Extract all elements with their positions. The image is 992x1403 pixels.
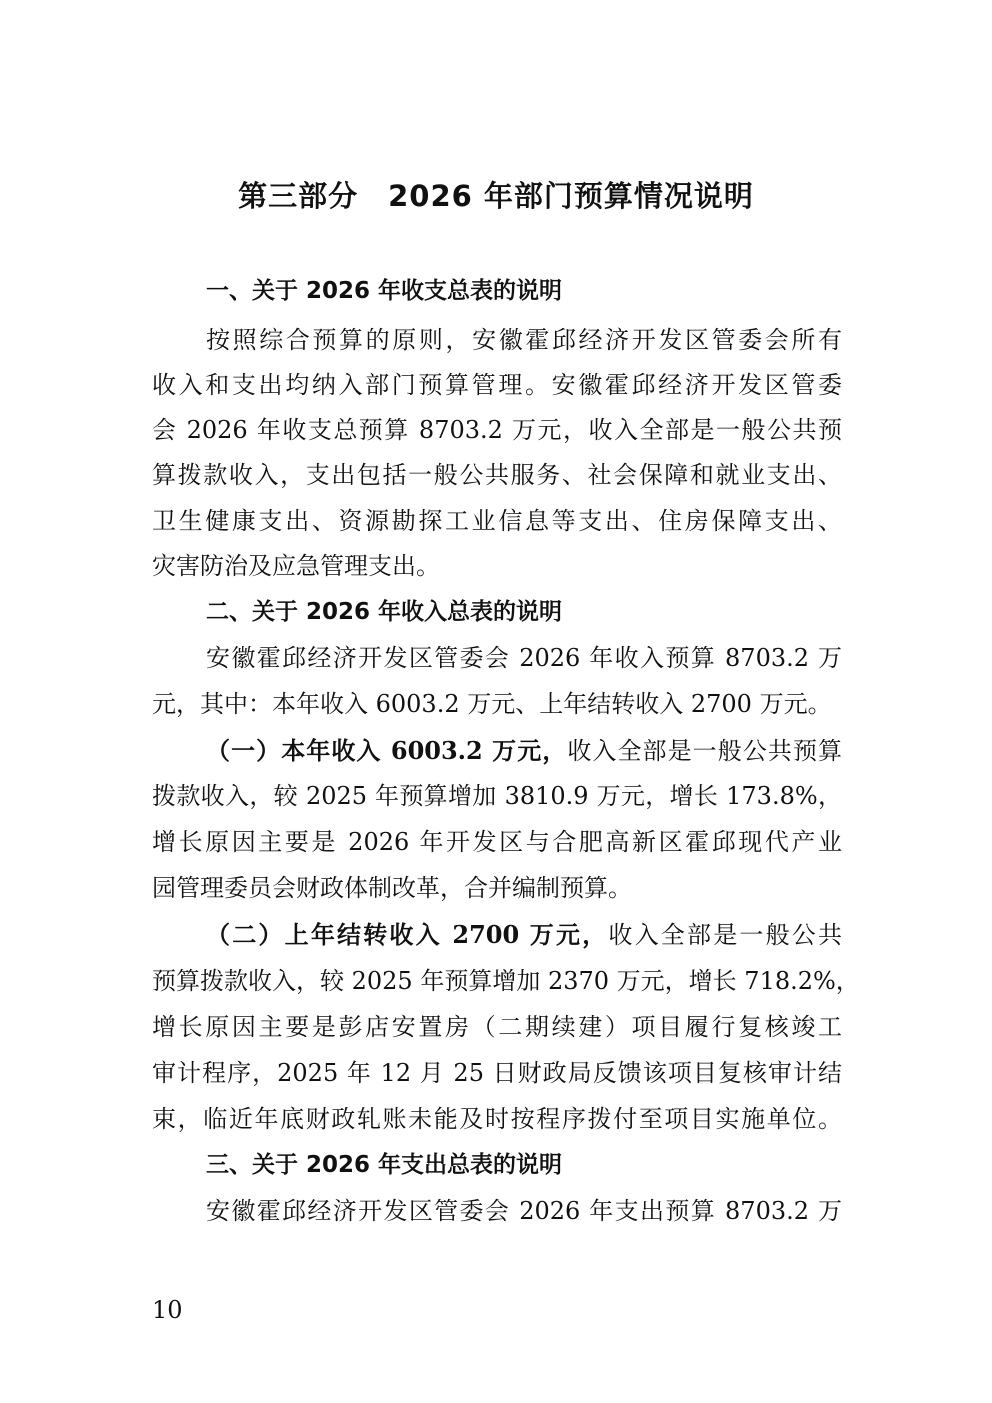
paragraph-line: 灾害防治及应急管理支出。 [152, 552, 440, 580]
paragraph-line: 拨款收入，较 2025 年预算增加 3810.9 万元，增长 173.8%， [152, 782, 842, 810]
section-heading-3: 三、关于 2026 年支出总表的说明 [206, 1152, 563, 1178]
paragraph-line: 预算拨款收入，较 2025 年预算增加 2370 万元，增长 718.2%， [152, 967, 860, 995]
paragraph-line: 增长原因主要是彭店安置房（二期续建）项目履行复核竣工 [152, 1013, 842, 1041]
page-number: 10 [152, 1296, 183, 1324]
paragraph-line: 安徽霍邱经济开发区管委会 2026 年收入预算 8703.2 万 [206, 644, 842, 672]
paragraph-line: 会 2026 年收支总预算 8703.2 万元，收入全部是一般公共预 [152, 416, 842, 444]
paragraph-line: 算拨款收入，支出包括一般公共服务、社会保障和就业支出、 [152, 461, 842, 489]
paragraph-line: 元，其中：本年收入 6003.2 万元、上年结转收入 2700 万元。 [152, 690, 832, 718]
section-heading-1: 一、关于 2026 年收支总表的说明 [206, 278, 563, 304]
paragraph-line: 卫生健康支出、资源勘探工业信息等支出、住房保障支出、 [152, 507, 842, 535]
paragraph-line: 园管理委员会财政体制改革，合并编制预算。 [152, 874, 632, 902]
paragraph-line: 收入和支出均纳入部门预算管理。安徽霍邱经济开发区管委 [152, 371, 842, 399]
paragraph-line: 审计程序，2025 年 12 月 25 日财政局反馈该项目复核审计结 [152, 1059, 842, 1087]
paragraph-line: 按照综合预算的原则，安徽霍邱经济开发区管委会所有 [206, 326, 842, 354]
section-heading-2: 二、关于 2026 年收入总表的说明 [206, 599, 563, 625]
paragraph-line: 束，临近年底财政轧账未能及时按程序拨付至项目实施单位。 [152, 1105, 842, 1133]
subsection-heading-2: （二）上年结转收入 2700 万元， [206, 920, 609, 949]
page-title: 第三部分 2026 年部门预算情况说明 [238, 179, 754, 213]
subsection-line-2 [206, 920, 842, 950]
subsection-heading-1: （一）本年收入 6003.2 万元， [206, 736, 568, 765]
subsection-text: 收入全部是一般公共预算 [567, 737, 843, 765]
subsection-line-1 [206, 736, 842, 766]
subsection-text: 收入全部是一般公共 [608, 921, 843, 949]
paragraph-line: 安徽霍邱经济开发区管委会 2026 年支出预算 8703.2 万 [206, 1197, 842, 1225]
paragraph-line: 增长原因主要是 2026 年开发区与合肥高新区霍邱现代产业 [152, 828, 842, 856]
